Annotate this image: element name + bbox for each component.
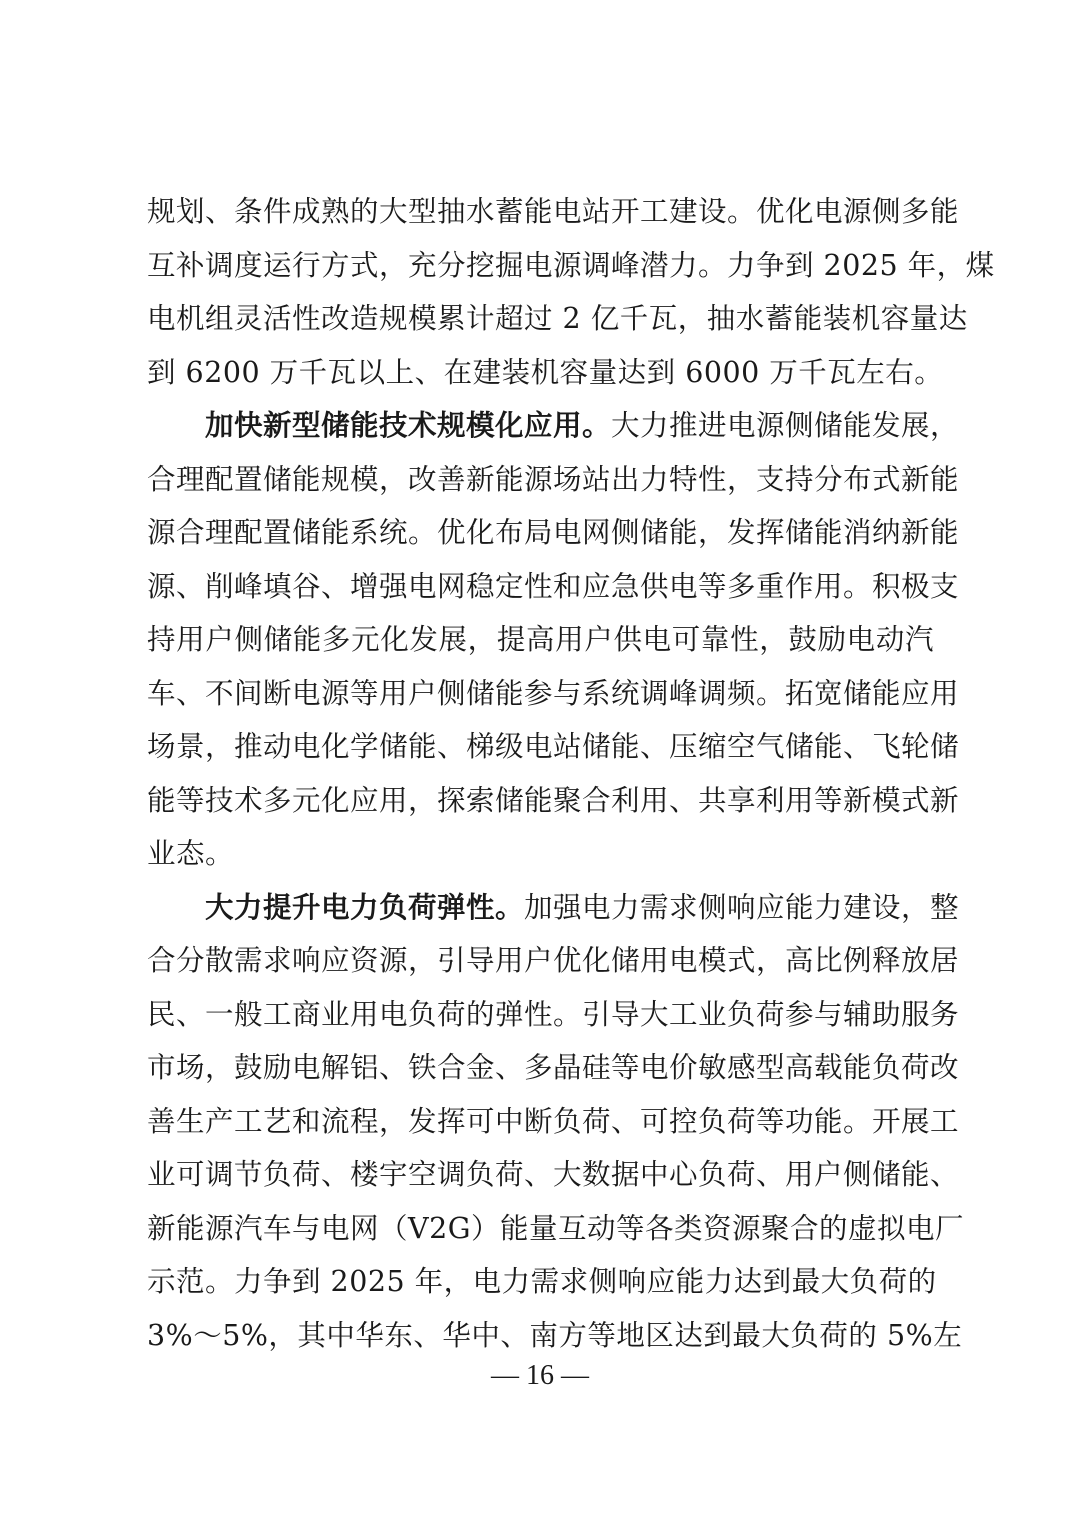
text-line: 业态。 — [147, 837, 235, 870]
text-line — [147, 399, 960, 453]
paragraph — [147, 881, 964, 1363]
paragraph — [147, 399, 960, 881]
text-line: 源、削峰填谷、增强电网稳定性和应急供电等多重作用。积极支 — [147, 569, 960, 603]
text-line: 善生产工艺和流程，发挥可中断负荷、可控负荷等功能。开展工 — [147, 1104, 960, 1138]
line-text: 加强电力需求侧响应能力建设，整 — [524, 890, 960, 924]
text-line: 场景，推动电化学储能、梯级电站储能、压缩空气储能、飞轮储 — [147, 730, 960, 763]
text-line: 电机组灵活性改造规模累计超过 2 亿千瓦，抽水蓄能装机容量达 — [147, 302, 968, 335]
page-number: — 16 — — [491, 1360, 589, 1391]
text-line: 合理配置储能规模，改善新能源场站出力特性，支持分布式新能 — [147, 462, 960, 496]
document-body — [147, 185, 995, 1362]
text-line: 市场，鼓励电解铝、铁合金、多晶硅等电价敏感型高载能负荷改 — [147, 1051, 960, 1084]
paragraph-heading: 加快新型储能技术规模化应用。 — [205, 408, 612, 442]
text-line: 互补调度运行方式，充分挖掘电源调峰潜力。力争到 2025 年，煤 — [147, 248, 995, 282]
text-line: 新能源汽车与电网（V2G）能量互动等各类资源聚合的虚拟电厂 — [147, 1211, 964, 1245]
text-line: 规划、条件成熟的大型抽水蓄能电站开工建设。优化电源侧多能 — [147, 195, 960, 228]
text-line: 业可调节负荷、楼宇空调负荷、大数据中心负荷、用户侧储能、 — [147, 1158, 960, 1191]
paragraph — [147, 185, 995, 399]
text-line — [147, 881, 960, 935]
text-line: 3%～5%，其中华东、华中、南方等地区达到最大负荷的 5%左 — [147, 1318, 963, 1352]
text-line: 示范。力争到 2025 年，电力需求侧响应能力达到最大负荷的 — [147, 1265, 937, 1298]
line-text: 大力推进电源侧储能发展， — [611, 409, 960, 442]
text-line: 车、不间断电源等用户侧储能参与系统调峰调频。拓宽储能应用 — [147, 676, 960, 710]
text-line: 合分散需求响应资源，引导用户优化储用电模式，高比例释放居 — [147, 944, 960, 977]
paragraph-heading: 大力提升电力负荷弹性。 — [205, 889, 525, 924]
text-line: 能等技术多元化应用，探索储能聚合利用、共享利用等新模式新 — [147, 783, 960, 817]
text-line: 民、一般工商业用电负荷的弹性。引导大工业负荷参与辅助服务 — [147, 997, 960, 1031]
text-line: 到 6200 万千瓦以上、在建装机容量达到 6000 万千瓦左右。 — [147, 355, 944, 389]
text-line: 持用户侧储能多元化发展，提高用户供电可靠性，鼓励电动汽 — [147, 623, 934, 656]
text-line: 源合理配置储能系统。优化布局电网侧储能，发挥储能消纳新能 — [147, 516, 960, 549]
